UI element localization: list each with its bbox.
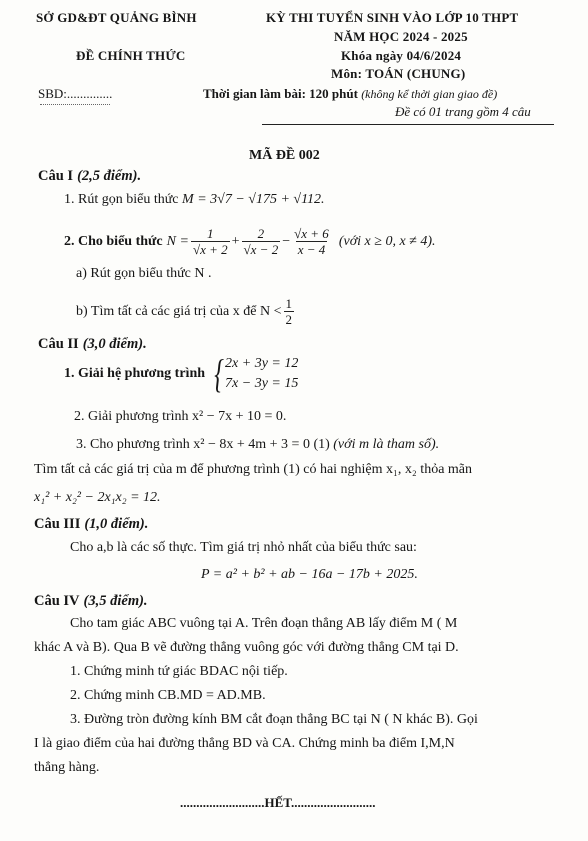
q3-heading: [34, 515, 148, 533]
fraction-2-num: 2: [257, 226, 265, 241]
q1-part2b-text: b) Tìm tất cả các giá trị của x để N <: [76, 304, 282, 319]
system-eq-1: 2x + 3y = 12: [225, 356, 299, 371]
q4-part3-line1: 3. Đường tròn đường kính BM cắt đoạn thẳng BC tại N ( N khác B). Gọi: [70, 712, 478, 727]
q2-part3-text: 3. Cho phương trình x² − 8x + 4m + 3 = 0 (1): [76, 437, 330, 452]
time-label: [203, 86, 497, 102]
department-name: SỞ GD&ĐT QUẢNG BÌNH: [36, 10, 197, 25]
q2-part3-condition: Tìm tất cả các giá trị của m để phương trình (1) có hai nghiệm x₁, x₂ thỏa mãn: [34, 462, 473, 477]
fraction-3-den: x − 4: [297, 242, 326, 257]
q2-part1-text: 1. Giải hệ phương trình: [64, 366, 206, 381]
q3-expression: P = a² + b² + ab − 16a − 17b + 2025.: [201, 567, 418, 582]
candidate-number: SBD:..............: [38, 86, 113, 101]
q1-part2b: [76, 296, 296, 328]
header-rule-short: [40, 104, 110, 105]
fraction-half-den: 2: [285, 312, 292, 327]
subject-label: Môn: TOÁN (CHUNG): [331, 66, 466, 81]
q1-title: Câu I: [38, 168, 74, 184]
time-note: (không kể thời gian giao đề): [361, 87, 498, 101]
exam-code: MÃ ĐỀ 002: [249, 148, 320, 163]
q2-heading: [38, 335, 147, 353]
q4-title: Câu IV: [34, 593, 80, 609]
exam-date: Khóa ngày 04/6/2024: [341, 48, 462, 63]
q1-part2-lhs: N =: [166, 234, 189, 249]
q2-part3-equation: x₁² + x₂² − 2x₁x₂ = 12.: [34, 490, 161, 505]
q1-part2-text: 2. Cho biểu thức: [64, 234, 163, 249]
q3-points: (1,0 điểm).: [84, 516, 149, 532]
q4-points: (3,5 điểm).: [83, 593, 148, 609]
q1-part1: [64, 192, 325, 208]
q4-part3-line2: I là giao điểm của hai đường thẳng BD và CA. Chứng minh ba điểm I,M,N: [34, 736, 455, 751]
q3-statement: Cho a,b là các số thực. Tìm giá trị nhỏ nhất của biểu thức sau:: [70, 540, 417, 555]
fraction-half-num: 1: [285, 296, 292, 311]
q1-part2: 2. Cho biểu thức N = $\frac{1}{√x + 2}$ + $\frac{2}{√x - 2}$ − $\frac{√x + 6}{x - 4}$ (với x ≥ 0, x ≠ 4).: [64, 226, 436, 257]
q3-title: Câu III: [34, 516, 81, 532]
fraction-2: [242, 226, 281, 258]
q2-part3-note: (với m là tham số).: [333, 437, 440, 452]
fraction-3-num: √x + 6: [294, 226, 329, 241]
q2-part1: [64, 351, 299, 396]
fraction-1-den: √x + 2: [192, 242, 228, 257]
q4-part2: 2. Chứng minh CB.MD = AD.MB.: [70, 688, 266, 703]
school-year: NĂM HỌC 2024 - 2025: [334, 29, 468, 44]
pages-note: Đề có 01 trang gồm 4 câu: [395, 104, 531, 119]
end-marker: ..........................HẾT..........................: [180, 795, 376, 810]
q1-part1-expr: M = 3√7 − √175 + √112.: [182, 192, 325, 207]
fraction-1: [191, 226, 230, 258]
q1-heading: [38, 167, 141, 185]
q4-heading: [34, 592, 148, 610]
fraction-half: [284, 296, 295, 328]
brace-icon: {: [214, 351, 224, 396]
q1-part2a: a) Rút gọn biểu thức N .: [76, 266, 212, 281]
q1-part1-text: 1. Rút gọn biểu thức: [64, 192, 179, 207]
exam-title: KỲ THI TUYỂN SINH VÀO LỚP 10 THPT: [266, 10, 519, 25]
equation-system: [211, 351, 299, 396]
header-rule: [262, 124, 554, 125]
q4-part3-line3: thẳng hàng.: [34, 760, 100, 775]
q1-part2-condition: (với x ≥ 0, x ≠ 4).: [338, 234, 436, 249]
official-exam-label: ĐỀ CHÍNH THỨC: [76, 48, 186, 63]
q4-statement-line1: Cho tam giác ABC vuông tại A. Trên đoạn thẳng AB lấy điểm M ( M: [70, 616, 458, 631]
q2-part2: 2. Giải phương trình x² − 7x + 10 = 0.: [74, 409, 287, 424]
fraction-1-num: 1: [207, 226, 214, 241]
q2-part3: [76, 437, 439, 453]
q2-points: (3,0 điểm).: [82, 336, 147, 352]
time-label-text: Thời gian làm bài: 120 phút: [203, 86, 358, 101]
fraction-2-den: √x − 2: [243, 242, 279, 257]
system-eq-2: 7x − 3y = 15: [225, 376, 299, 391]
q2-title: Câu II: [38, 336, 79, 352]
q4-statement-line2: khác A và B). Qua B vẽ đường thẳng vuông góc với đường thẳng CM tại D.: [34, 640, 459, 655]
q4-part1: 1. Chứng minh tứ giác BDAC nội tiếp.: [70, 664, 288, 679]
q1-points: (2,5 điểm).: [77, 168, 142, 184]
fraction-3: [292, 226, 331, 258]
